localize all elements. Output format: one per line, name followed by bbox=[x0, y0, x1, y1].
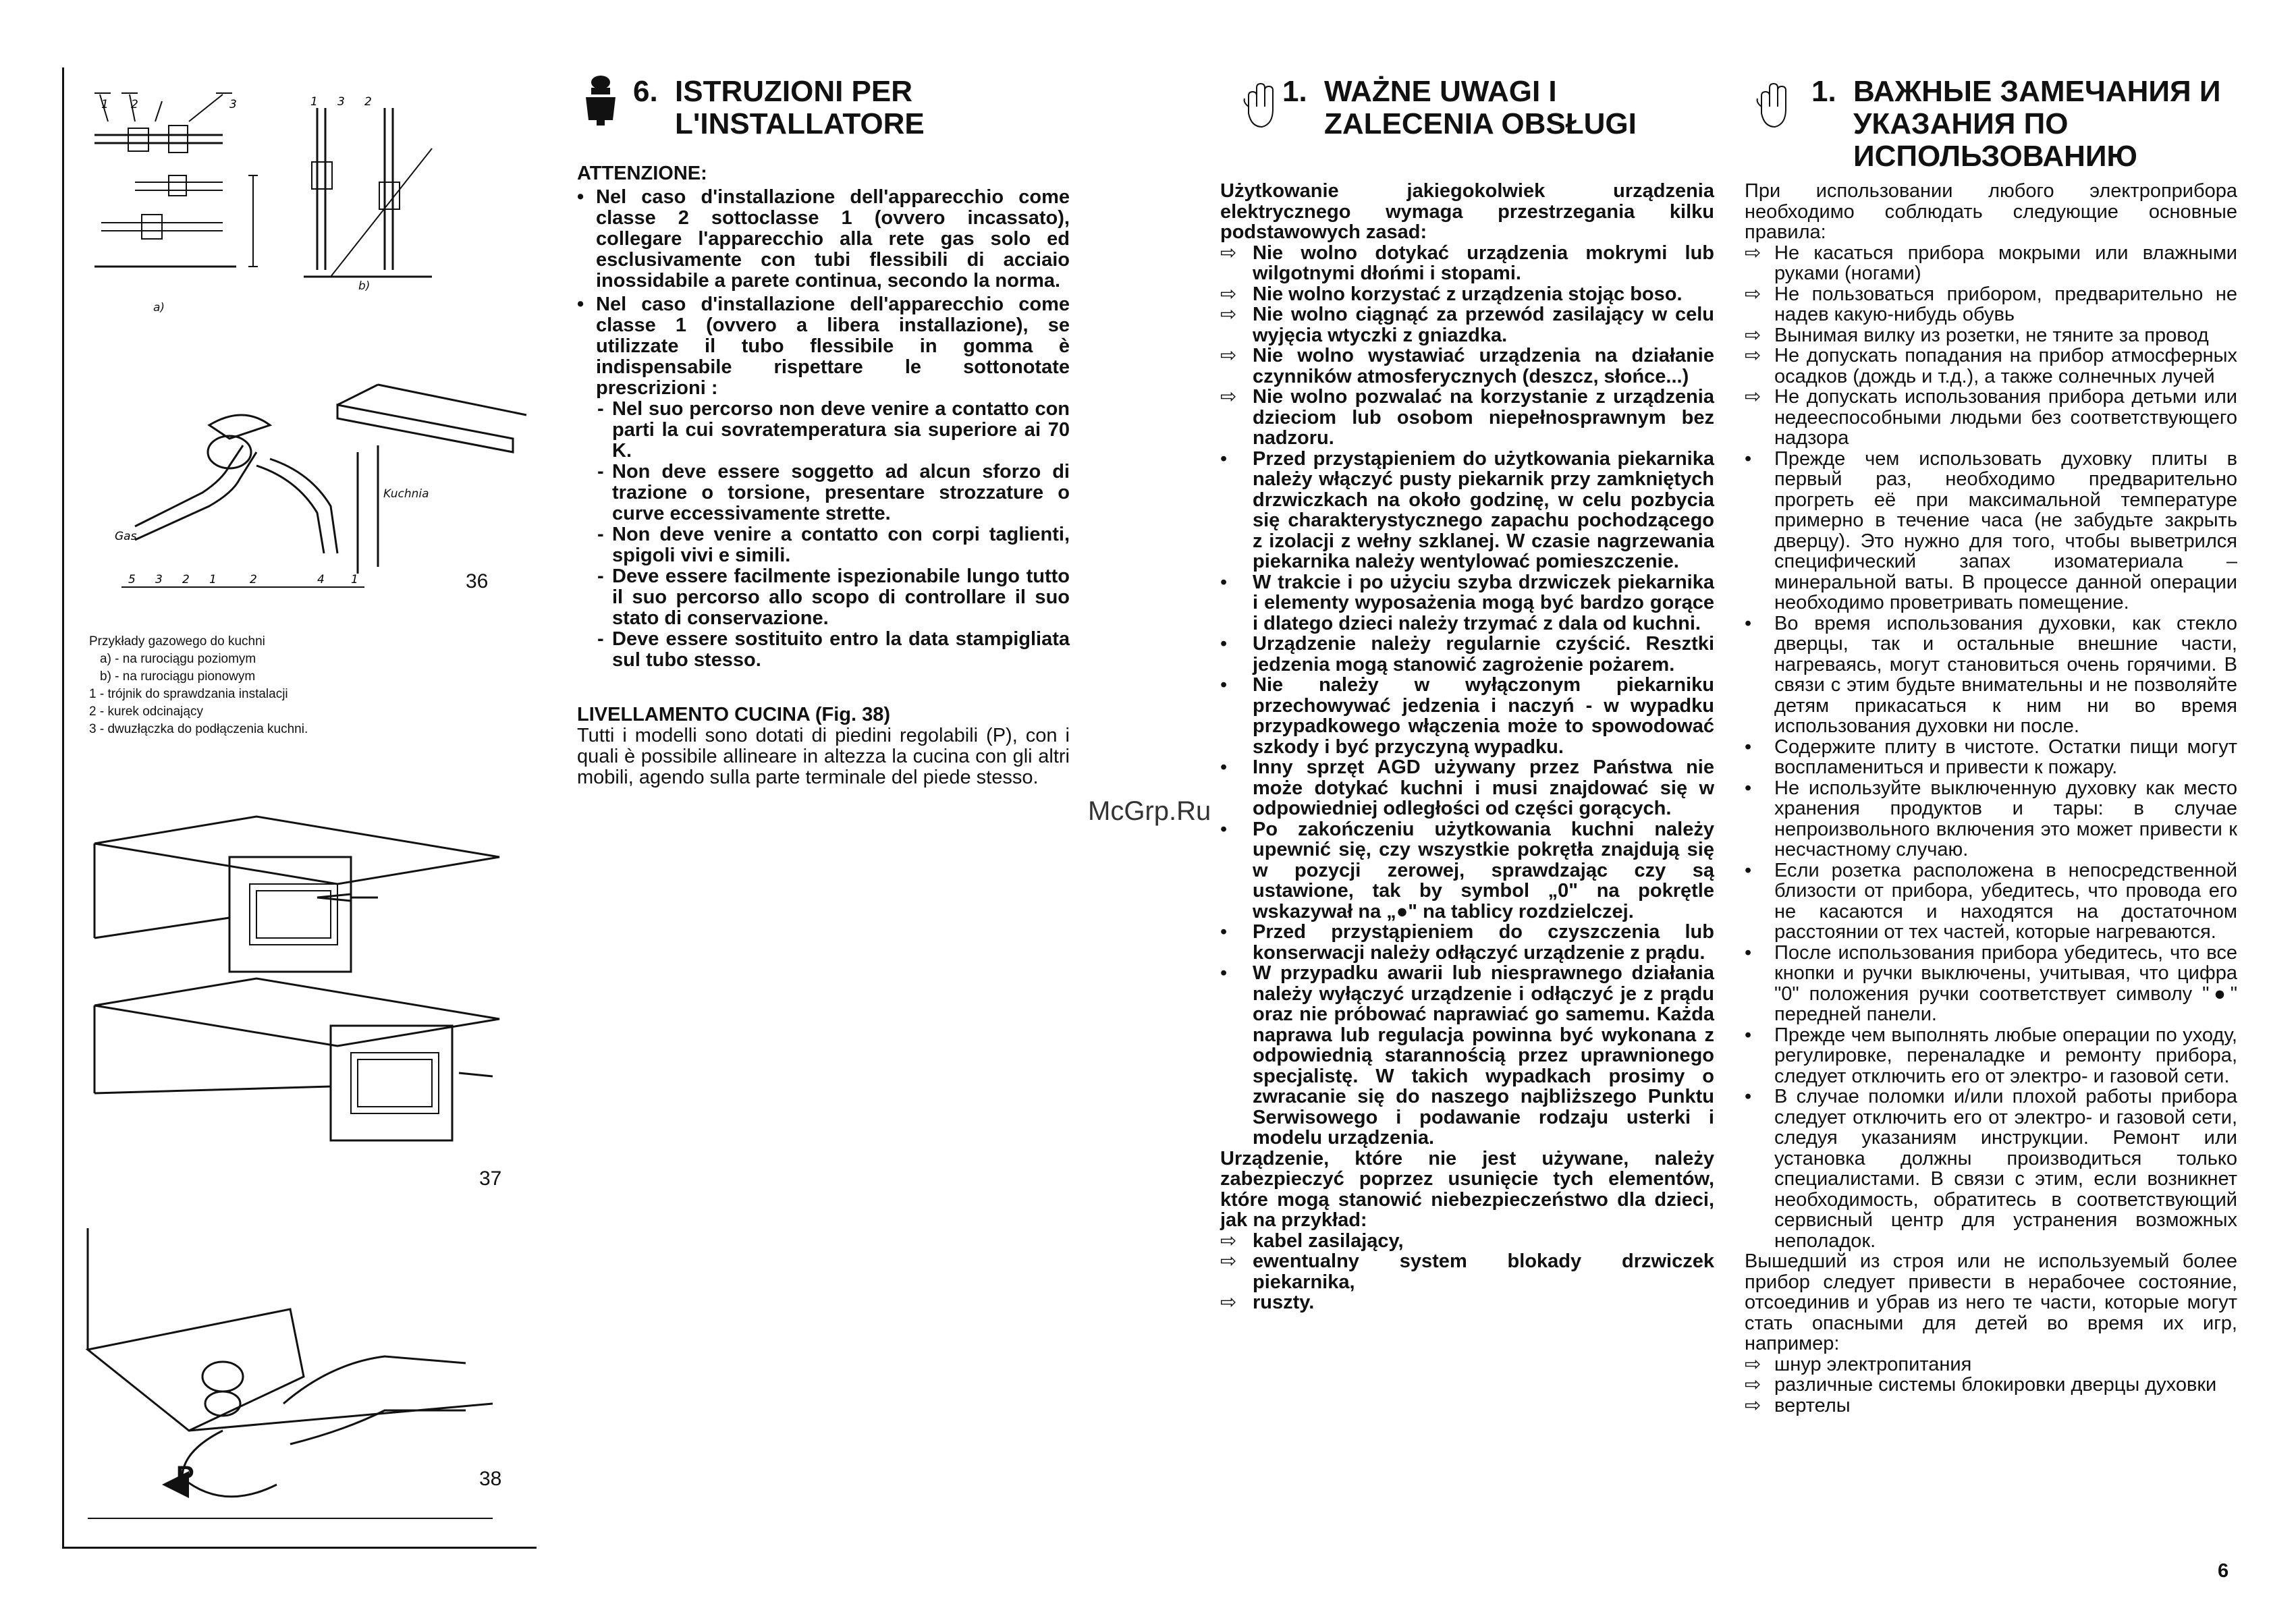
installer-icon bbox=[582, 73, 620, 127]
svg-text:4: 4 bbox=[317, 573, 325, 586]
ru-dot-item: • Содержите плиту в чистоте. Остатки пищи могут воспламениться и привести к пожару. bbox=[1745, 736, 2237, 778]
svg-text:Gas: Gas bbox=[115, 530, 137, 543]
pl-closing-item: ⇨ ewentualny system blokady drzwiczek piekarnika, bbox=[1220, 1250, 1714, 1293]
it-title-line1: ISTRUZIONI PER bbox=[675, 75, 913, 108]
ru-closing-item: ⇨ вертелы bbox=[1745, 1394, 1851, 1416]
pl-closing-item: ⇨ kabel zasilający, bbox=[1220, 1230, 1404, 1252]
it-attention-heading: ATTENZIONE: bbox=[577, 163, 707, 184]
it-sub-item: - Deve essere sostituito entro la data stampigliata sul tubo stesso. bbox=[597, 628, 1070, 671]
hand-icon bbox=[1242, 80, 1280, 134]
pl-closing: Urządzenie, które nie jest używane, należy zabezpieczyć poprzez usunięcie tych elementów, które mogą stanowić niebezpieczeństwo dla dzieci, jak na przykład: bbox=[1220, 1147, 1714, 1231]
ru-dot-item: • После использования прибора убедитесь, что все кнопки и ручки выключены, учитывая, что цифра "0" положения ручки соответствует символу "●" передней панели. bbox=[1745, 941, 2237, 1025]
svg-text:2: 2 bbox=[250, 573, 257, 586]
pl-arrow-item: ⇨ Nie wolno pozwalać na korzystanie z urządzenia dzieciom lub osobom niepełnosprawnym bez nadzoru. bbox=[1220, 386, 1714, 449]
svg-text:3: 3 bbox=[229, 98, 237, 111]
ru-arrow-item: ⇨ Не касаться прибора мокрыми или влажными руками (ногами) bbox=[1745, 242, 2237, 284]
pl-section-number: 1. bbox=[1282, 75, 1307, 108]
fig38-drawing bbox=[88, 1228, 493, 1525]
svg-text:3: 3 bbox=[155, 573, 163, 586]
pl-title-line1: WAŻNE UWAGI I bbox=[1324, 75, 1557, 108]
gas-connection-diagram bbox=[67, 81, 445, 310]
fig36-drawing bbox=[94, 364, 526, 601]
pl-dot-item: • Przed przystąpieniem do czyszczenia lub konserwacji należy odłączyć urządzenie z prądu. bbox=[1220, 921, 1714, 964]
svg-text:5: 5 bbox=[128, 573, 136, 586]
fig37-drawing bbox=[94, 803, 499, 1181]
svg-text:2: 2 bbox=[131, 98, 138, 111]
fig38-number: 38 bbox=[479, 1468, 502, 1490]
russian-column bbox=[1745, 181, 2237, 1416]
watermark: McGrp.Ru bbox=[1088, 796, 1211, 826]
pl-arrow-item: ⇨ Nie wolno ciągnąć za przewód zasilający w celu wyjęcia wtyczki z gniazdka. bbox=[1220, 304, 1714, 346]
legend-line: a) - na rurociągu poziomym bbox=[100, 652, 256, 666]
ru-arrow-item: ⇨ Не пользоваться прибором, предварительно не надев какую-нибудь обувь bbox=[1745, 283, 2237, 325]
it-section-title bbox=[633, 76, 925, 140]
fig37-number: 37 bbox=[479, 1167, 502, 1190]
polish-column bbox=[1220, 181, 1714, 1313]
ru-dot-item: • Прежде чем использовать духовку плиты в первый раз, необходимо предварительно прогреть её при максимальной температуре примерно в течение часа (не забудьте закрыть дверцу). Это нужно для того, чтобы выветрился специфический запах изоматериала – минеральной ваты. В процессе данной операции необходимо проветривать помещение. bbox=[1745, 447, 2237, 613]
svg-text:1: 1 bbox=[351, 573, 358, 586]
pl-dot-item: • Urządzenie należy regularnie czyścić. Resztki jedzenia mogą stanowić zagrożenie pożarem. bbox=[1220, 633, 1714, 675]
pl-title-line2: ZALECENIA OBSŁUGI bbox=[1324, 107, 1637, 140]
pl-dot-item: • Inny sprzęt AGD używany przez Państwa nie może dotykać kuchni i musi znajdować się w odpowiedniej odległości od części gorących. bbox=[1220, 756, 1714, 819]
panel-a-drawing bbox=[94, 93, 258, 267]
ru-dot-item: • Не используйте выключенную духовку как место хранения продуктов и тары: в случае непроизвольного включения это может привести к несчастному случаю. bbox=[1745, 777, 2237, 860]
legend-line: b) - na rurociągu pionowym bbox=[100, 669, 256, 684]
legend-line: Przykłady gazowego do kuchni bbox=[89, 634, 265, 649]
svg-text:1: 1 bbox=[101, 98, 109, 111]
pl-dot-item: • Po zakończeniu użytkowania kuchni należy upewnić się, czy wszystkie pokrętła znajdują się w pozycji zerowej, sprawdzając czy są ustawione, tak by symbol „0" na pokrętle wskazywał na „●" na tablicy rozdzielczej. bbox=[1220, 818, 1714, 922]
pl-closing-item: ⇨ ruszty. bbox=[1220, 1292, 1315, 1313]
ru-closing: Вышедший из строя или не используемый более прибор следует привести в нерабочее состояние, отсоединив и убрав из него те части, которые могут стать опасными для детей во время их игр, например: bbox=[1745, 1250, 2237, 1354]
pl-dot-item: • W przypadku awarii lub niesprawnego działania należy wyłączyć urządzenie i odłączyć je z prądu oraz nie próbować naprawiać go samemu. Każda naprawa lub regulacja powinna być wykonana z odpowiednią starannością przez uprawnionego specjalistę. W takich wypadkach prosimy o zwracanie się do naszego najbliższego Punktu Serwisowego i podawanie rodzaju usterki i modelu urządzenia. bbox=[1220, 962, 1714, 1149]
pl-dot-item: • W trakcie i po użyciu szyba drzwiczek piekarnika i elementy wyposażenia mogą być bardzo gorące i dlatego dzieci należy trzymać z dala od kuchni. bbox=[1220, 571, 1714, 634]
pl-dot-item: • Nie należy w wyłączonym piekarniku przechowywać jedzenia i naczyń - w wypadku przypadkowego włączenia może to spowodować szkody i być przyczyną wypadku. bbox=[1220, 674, 1714, 758]
ru-title-line3: ИСПОЛЬЗОВАНИЮ bbox=[1853, 140, 2137, 173]
pl-dot-item: • Przed przystąpieniem do użytkowania piekarnika należy włączyć pusty piekarnik przy zamkniętych drzwiczkach na około godzinę, w celu pozbycia się charakterystycznego zapachu pochodzącego z izolacji z wełny szklanej. W czasie nagrzewania piekarnika należy wentylować pomieszczenie. bbox=[1220, 447, 1714, 572]
it-title-line2: L'INSTALLATORE bbox=[675, 107, 925, 140]
ru-dot-item: • Если розетка расположена в непосредственной близости от прибора, убедитесь, что провода его не касаются и находятся на достаточном расстоянии от тех частей, которые нагреваются. bbox=[1745, 859, 2237, 943]
italian-column bbox=[577, 163, 1070, 788]
ru-arrow-item: ⇨ Вынимая вилку из розетки, не тяните за провод bbox=[1745, 324, 2209, 346]
it-bullet: • Nel caso d'installazione dell'apparecchio come classe 1 (ovvero a libera installazione), se utilizzate il tubo flessibile in gomma è indispensabile rispettare le sottonotate prescrizioni : bbox=[577, 294, 1070, 399]
ru-dot-item: • В случае поломки и/или плохой работы прибора следует отключить его от электро- и газовой сети, следуя указаниям инструкции. Ремонт или установка должны производиться только специалистами. В связи с этим, если возникнет необходимость, обратитесь в соответствующий сервисный центр для устранения возможных неполадок. bbox=[1745, 1086, 2237, 1252]
it-leveling-title: LIVELLAMENTO CUCINA (Fig. 38) bbox=[577, 704, 890, 725]
page-number: 6 bbox=[2218, 1560, 2229, 1582]
kuchnia-label: Kuchnia bbox=[383, 487, 429, 501]
svg-text:1: 1 bbox=[310, 95, 318, 109]
ru-title-line2: УКАЗАНИЯ ПО bbox=[1853, 107, 2069, 140]
ru-dot-item: • Прежде чем выполнять любые операции по уходу, регулировке, переналадке и ремонту прибора, следует отключить его от электро- и газовой сети. bbox=[1745, 1024, 2237, 1087]
it-section-number: 6. bbox=[633, 75, 658, 108]
ru-closing-item: ⇨ различные системы блокировки дверцы духовки bbox=[1745, 1374, 2217, 1396]
pl-section-title bbox=[1282, 76, 1637, 140]
it-bullet: • Nel caso d'installazione dell'apparecchio come classe 2 sottoclasse 1 (ovvero incassato), collegare l'apparecchio alla rete gas solo ed esclusivamente con tubi flessibili di acciaio inossidabile a parete continua, secondo la norma. bbox=[577, 186, 1070, 292]
pl-arrow-item: ⇨ Nie wolno korzystać z urządzenia stojąc boso. bbox=[1220, 283, 1683, 305]
it-sub-item: - Nel suo percorso non deve venire a contatto con parti la cui sovratemperatura sia superiore ai 70 K. bbox=[597, 398, 1070, 462]
panel-b-drawing bbox=[304, 108, 432, 277]
svg-text:2: 2 bbox=[182, 573, 190, 586]
panel-b-caption: b) bbox=[358, 279, 371, 293]
legend-line: 2 - kurek odcinający bbox=[89, 705, 203, 719]
svg-text:1: 1 bbox=[209, 573, 217, 586]
hand-icon bbox=[1755, 80, 1793, 134]
ru-section-title bbox=[1811, 76, 2220, 173]
ru-arrow-item: ⇨ Не допускать попадания на прибор атмосферных осадков (дождь и т.д.), а также солнечных лучей bbox=[1745, 345, 2237, 387]
ru-dot-item: • Во время использования духовки, как стекло дверцы, так и остальные внешние части, нагреваясь, могут становиться очень горячими. В связи с этим будьте внимательны и не позволяйте детям прикасаться к ним ни во время использования духовки ни после. bbox=[1745, 612, 2237, 737]
ru-intro: При использовании любого электроприбора необходимо соблюдать следующие основные правила: bbox=[1745, 180, 2237, 243]
ru-closing-item: ⇨ шнур электропитания bbox=[1745, 1353, 1972, 1375]
pl-arrow-item: ⇨ Nie wolno dotykać urządzenia mokrymi lub wilgotnymi dłońmi i stopami. bbox=[1220, 242, 1714, 284]
it-sub-item: - Non deve venire a contatto con corpi taglienti, spigoli vivi e simili. bbox=[597, 524, 1070, 566]
ru-arrow-item: ⇨ Не допускать использования прибора детьми или недееспособными людьми без соответствующего надзора bbox=[1745, 386, 2237, 449]
ru-section-number: 1. bbox=[1811, 75, 1836, 108]
svg-text:2: 2 bbox=[364, 95, 372, 109]
panel-a-caption: a) bbox=[153, 301, 165, 314]
fig38-p-label: P bbox=[176, 1461, 194, 1491]
legend-line: 3 - dwuzłączka do podłączenia kuchni. bbox=[89, 722, 308, 736]
it-leveling-text: Tutti i modelli sono dotati di piedini regolabili (P), con i quali è possibile allineare in altezza la cucina con gli altri mobili, agendo sulla parte terminale del piede stesso. bbox=[577, 725, 1070, 788]
legend-line: 1 - trójnik do sprawdzania instalacji bbox=[89, 687, 288, 701]
pl-arrow-item: ⇨ Nie wolno wystawiać urządzenia na działanie czynników atmosferycznych (deszcz, słońce...) bbox=[1220, 345, 1714, 387]
it-sub-item: - Deve essere facilmente ispezionabile lungo tutto il suo percorso allo scopo di controllare il suo stato di conservazione. bbox=[597, 565, 1070, 629]
pl-intro: Użytkowanie jakiegokolwiek urządzenia elektrycznego wymaga przestrzegania kilku podstawowych zasad: bbox=[1220, 180, 1714, 243]
svg-text:3: 3 bbox=[337, 95, 345, 109]
it-sub-item: - Non deve essere soggetto ad alcun sforzo di trazione o torsione, presentare strozzature o curve eccessivamente strette. bbox=[597, 461, 1070, 524]
fig36-number: 36 bbox=[466, 570, 489, 592]
fig36-legend bbox=[89, 633, 308, 738]
ru-title-line1: ВАЖНЫЕ ЗАМЕЧАНИЯ И bbox=[1853, 75, 2221, 108]
